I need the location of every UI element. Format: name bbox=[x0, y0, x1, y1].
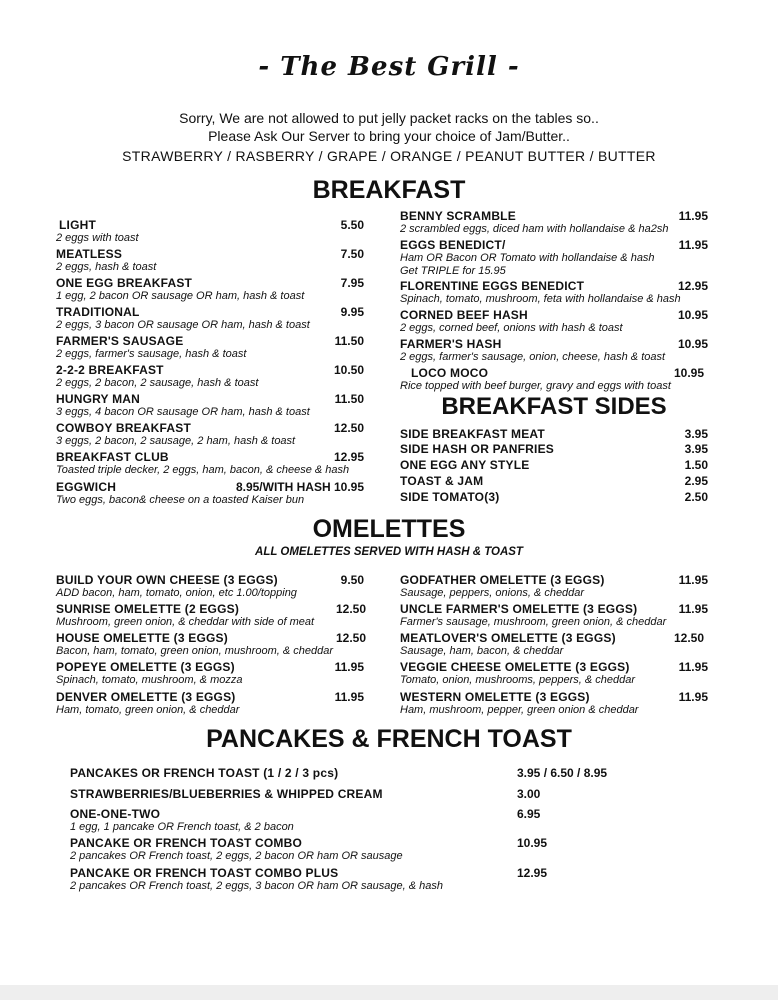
item-name: HUNGRY MAN bbox=[56, 392, 141, 406]
item-price: 7.50 bbox=[340, 247, 364, 261]
item-name: GODFATHER OMELETTE (3 EGGS) bbox=[400, 573, 605, 587]
item-description: 2 scrambled eggs, diced ham with hollandaise & ha2sh bbox=[400, 223, 669, 235]
item-name: SIDE BREAKFAST MEAT bbox=[400, 427, 545, 441]
page-edge bbox=[0, 985, 778, 1000]
item-price: 2.95 bbox=[684, 474, 708, 488]
item-name: PANCAKE OR FRENCH TOAST COMBO PLUS bbox=[70, 866, 339, 880]
item-name: MEATLOVER'S OMELETTE (3 EGGS) bbox=[400, 631, 616, 645]
item-price: 9.50 bbox=[340, 573, 364, 587]
item-name: BUILD YOUR OWN CHEESE (3 EGGS) bbox=[56, 573, 278, 587]
item-description: Farmer's sausage, mushroom, green onion, & cheddar bbox=[400, 616, 667, 628]
item-name: PANCAKE OR FRENCH TOAST COMBO bbox=[70, 836, 303, 850]
item-name: CORNED BEEF HASH bbox=[400, 308, 528, 322]
item-price: 7.95 bbox=[340, 276, 364, 290]
item-description-extra: Get TRIPLE for 15.95 bbox=[400, 265, 506, 277]
item-description: Bacon, ham, tomato, green onion, mushroom, & cheddar bbox=[56, 645, 333, 657]
item-price: 12.50 bbox=[335, 602, 366, 616]
item-name: TRADITIONAL bbox=[56, 305, 140, 319]
item-description: Ham, tomato, green onion, & cheddar bbox=[56, 704, 240, 716]
restaurant-logo: - The Best Grill - bbox=[258, 52, 520, 82]
item-price: 8.95/WITH HASH 10.95 bbox=[235, 480, 364, 494]
item-price: 11.95 bbox=[678, 690, 708, 704]
item-price: 3.95 / 6.50 / 8.95 bbox=[517, 766, 608, 780]
item-name: LOCO MOCO bbox=[411, 366, 489, 380]
item-description: 1 egg, 1 pancake OR French toast, & 2 bacon bbox=[70, 821, 294, 833]
item-name: POPEYE OMELETTE (3 EGGS) bbox=[56, 660, 235, 674]
item-price: 1.50 bbox=[684, 458, 708, 472]
item-price: 12.50 bbox=[333, 421, 364, 435]
item-name: EGGS BENEDICT/ bbox=[400, 238, 506, 252]
item-description: 3 eggs, 4 bacon OR sausage OR ham, hash & toast bbox=[56, 406, 310, 418]
jam-notice-line-1: Sorry, We are not allowed to put jelly packet racks on the tables so.. bbox=[179, 110, 599, 126]
item-description: Rice topped with beef burger, gravy and eggs with toast bbox=[400, 380, 671, 392]
pancakes-heading: PANCAKES & FRENCH TOAST bbox=[206, 725, 572, 753]
breakfast-heading: BREAKFAST bbox=[312, 176, 466, 204]
item-description: Mushroom, green onion, & cheddar with side of meat bbox=[56, 616, 315, 628]
item-name: UNCLE FARMER'S OMELETTE (3 EGGS) bbox=[400, 602, 638, 616]
item-name: ONE EGG ANY STYLE bbox=[400, 458, 530, 472]
item-name: BENNY SCRAMBLE bbox=[400, 209, 516, 223]
item-price: 11.95 bbox=[678, 602, 708, 616]
item-description: Two eggs, bacon& cheese on a toasted Kaiser bun bbox=[56, 494, 305, 506]
item-price: 10.50 bbox=[333, 363, 364, 377]
item-description: 2 eggs, farmer's sausage, onion, cheese, hash & toast bbox=[400, 351, 666, 363]
item-name: FLORENTINE EGGS BENEDICT bbox=[400, 279, 585, 293]
item-price: 11.95 bbox=[678, 238, 708, 252]
jam-notice-line-2: Please Ask Our Server to bring your choice of Jam/Butter.. bbox=[208, 128, 570, 144]
item-name: SIDE TOMATO(3) bbox=[400, 490, 500, 504]
item-price: 2.50 bbox=[684, 490, 708, 504]
item-price: 10.95 bbox=[677, 337, 708, 351]
item-price: 11.50 bbox=[334, 392, 364, 406]
item-name: TOAST & JAM bbox=[400, 474, 484, 488]
item-price: 11.95 bbox=[678, 209, 708, 223]
item-name: ONE EGG BREAKFAST bbox=[56, 276, 193, 290]
item-name: ONE-ONE-TWO bbox=[70, 807, 161, 821]
item-description: 3 eggs, 2 bacon, 2 sausage, 2 ham, hash & toast bbox=[56, 435, 296, 447]
item-name: LIGHT bbox=[59, 218, 96, 232]
item-price: 10.95 bbox=[517, 836, 548, 850]
item-description: 1 egg, 2 bacon OR sausage OR ham, hash & toast bbox=[56, 290, 305, 302]
item-price: 3.95 bbox=[684, 427, 708, 441]
item-name: WESTERN OMELETTE (3 EGGS) bbox=[400, 690, 590, 704]
item-description: Sausage, peppers, onions, & cheddar bbox=[400, 587, 585, 599]
omelettes-heading: OMELETTES bbox=[312, 515, 466, 543]
item-price: 12.95 bbox=[677, 279, 708, 293]
item-name: 2-2-2 BREAKFAST bbox=[56, 363, 164, 377]
item-price: 11.95 bbox=[334, 660, 364, 674]
item-price: 11.95 bbox=[334, 690, 364, 704]
item-price: 3.00 bbox=[517, 787, 541, 801]
item-name: PANCAKES OR FRENCH TOAST (1 / 2 / 3 pcs) bbox=[70, 766, 339, 780]
item-price: 12.95 bbox=[333, 450, 364, 464]
item-description: 2 eggs, 3 bacon OR sausage OR ham, hash & toast bbox=[56, 319, 310, 331]
item-name: SIDE HASH OR PANFRIES bbox=[400, 442, 554, 456]
item-description: ADD bacon, ham, tomato, onion, etc 1.00/topping bbox=[56, 587, 297, 599]
item-price: 9.95 bbox=[340, 305, 364, 319]
sides-heading: BREAKFAST SIDES bbox=[441, 393, 667, 420]
item-description: 2 eggs, 2 bacon, 2 sausage, hash & toast bbox=[56, 377, 259, 389]
item-description: Sausage, ham, bacon, & cheddar bbox=[400, 645, 564, 657]
item-price: 12.50 bbox=[673, 631, 704, 645]
item-description: 2 eggs, hash & toast bbox=[56, 261, 157, 273]
item-description: 2 pancakes OR French toast, 2 eggs, 3 bacon OR ham OR sausage, & hash bbox=[70, 880, 443, 892]
item-name: FARMER'S HASH bbox=[400, 337, 502, 351]
item-price: 12.50 bbox=[335, 631, 366, 645]
item-price: 3.95 bbox=[684, 442, 708, 456]
item-price: 11.50 bbox=[334, 334, 364, 348]
item-description: 2 pancakes OR French toast, 2 eggs, 2 bacon OR ham OR sausage bbox=[70, 850, 403, 862]
item-description: 2 eggs, corned beef, onions with hash & toast bbox=[400, 322, 623, 334]
item-price: 10.95 bbox=[673, 366, 704, 380]
item-name: HOUSE OMELETTE (3 EGGS) bbox=[56, 631, 228, 645]
item-price: 5.50 bbox=[340, 218, 364, 232]
item-price: 10.95 bbox=[677, 308, 708, 322]
item-price: 11.95 bbox=[678, 573, 708, 587]
item-name: BREAKFAST CLUB bbox=[56, 450, 169, 464]
item-description: Tomato, onion, mushrooms, peppers, & cheddar bbox=[400, 674, 636, 686]
item-name: EGGWICH bbox=[56, 480, 117, 494]
item-description: Spinach, tomato, mushroom, & mozza bbox=[56, 674, 243, 686]
item-description: 2 eggs, farmer's sausage, hash & toast bbox=[56, 348, 247, 360]
item-name: MEATLESS bbox=[56, 247, 123, 261]
item-name: STRAWBERRIES/BLUEBERRIES & WHIPPED CREAM bbox=[70, 787, 383, 801]
item-description: Ham OR Bacon OR Tomato with hollandaise & hash bbox=[400, 252, 655, 264]
item-description: Toasted triple decker, 2 eggs, ham, bacon, & cheese & hash bbox=[56, 464, 350, 476]
item-name: DENVER OMELETTE (3 EGGS) bbox=[56, 690, 236, 704]
omelettes-subtitle: ALL OMELETTES SERVED WITH HASH & TOAST bbox=[255, 546, 523, 558]
item-name: VEGGIE CHEESE OMELETTE (3 EGGS) bbox=[400, 660, 630, 674]
item-price: 6.95 bbox=[517, 807, 541, 821]
item-description: Spinach, tomato, mushroom, feta with hollandaise & hash bbox=[400, 293, 681, 305]
item-name: FARMER'S SAUSAGE bbox=[56, 334, 184, 348]
item-name: SUNRISE OMELETTE (2 EGGS) bbox=[56, 602, 240, 616]
item-description: Ham, mushroom, pepper, green onion & cheddar bbox=[400, 704, 639, 716]
jam-flavors: STRAWBERRY / RASBERRY / GRAPE / ORANGE / PEANUT BUTTER / BUTTER bbox=[122, 148, 656, 164]
item-price: 12.95 bbox=[517, 866, 548, 880]
item-description: 2 eggs with toast bbox=[56, 232, 139, 244]
item-name: COWBOY BREAKFAST bbox=[56, 421, 191, 435]
item-price: 11.95 bbox=[678, 660, 708, 674]
